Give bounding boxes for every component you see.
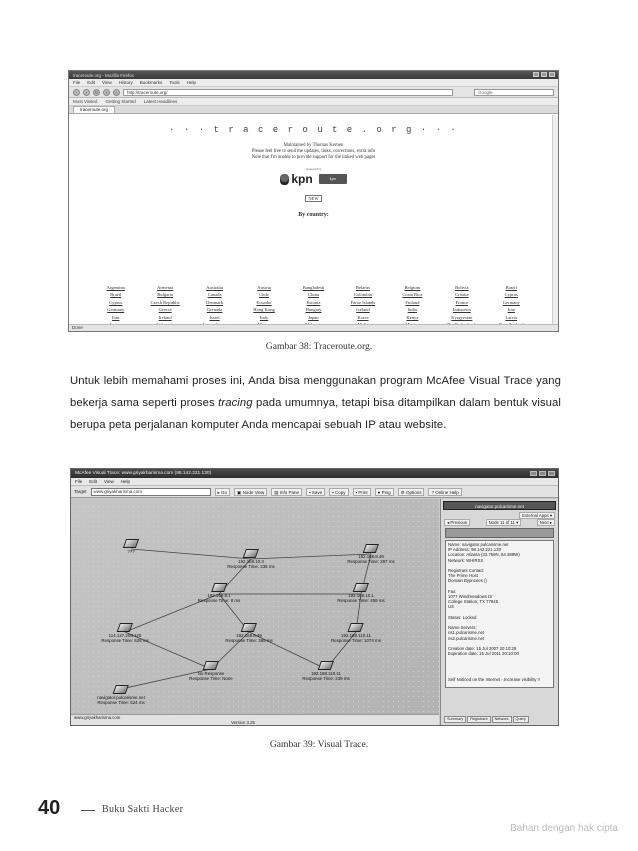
trace-node <box>225 623 272 643</box>
vt-help-button: ? Online Help <box>428 488 461 496</box>
figure-39-caption: Gambar 39: Visual Trace. <box>269 739 369 750</box>
vt-info-panel <box>440 499 558 725</box>
book-title: Buku Sakti Hacker <box>102 804 184 815</box>
computer-icon <box>363 544 379 553</box>
trace-node <box>302 661 349 681</box>
computer-icon <box>243 549 259 558</box>
vt-target-label: Target <box>74 489 87 494</box>
menu-view: View <box>102 80 112 85</box>
node-label: ??? <box>127 549 135 554</box>
node-label: 192.168.110.11 <box>341 633 371 638</box>
previous-node-button: ◂ Previous <box>444 519 470 526</box>
tab-network: Network <box>492 716 512 723</box>
vt-status-bar <box>71 714 439 725</box>
node-label: 192.168.10.1 <box>348 593 374 598</box>
country-link: Canada <box>207 292 222 298</box>
country-link: Croatia <box>455 292 469 298</box>
traceroute-logo: · · · t r a c e r o u t e . o r g · · · <box>169 125 458 135</box>
vt-title-bar <box>71 469 558 478</box>
node-selector-value: Node 11 of 11 <box>488 520 515 525</box>
node-label: 192.168.10.3 <box>238 559 264 564</box>
country-link: Hong Kong <box>253 307 275 313</box>
node-label: 192.168.8.49 <box>236 633 262 638</box>
maximize-icon <box>541 72 547 77</box>
forward-icon: › <box>83 89 90 96</box>
vt-maximize-icon <box>539 471 546 476</box>
trace-node <box>337 583 384 603</box>
body-paragraph <box>70 370 561 436</box>
info-line: ns1.pulcarisme.net <box>448 630 485 636</box>
country-link: Ireland <box>158 314 172 320</box>
node-label: navigator.pulcarisme.net <box>97 695 145 700</box>
country-link: Greece <box>158 307 172 313</box>
computer-icon <box>211 583 227 592</box>
vt-save-button: ▪ Save <box>306 488 325 496</box>
browser-window-title: traceroute.org - Mozilla Firefox <box>73 72 135 78</box>
trace-node-start <box>125 539 138 554</box>
vt-print-label: Print <box>358 489 368 495</box>
country-link: Costa Rica <box>402 292 423 298</box>
stop-icon: × <box>103 89 110 96</box>
vt-menu-help: Help <box>120 479 130 484</box>
previous-label: Previous <box>450 520 468 525</box>
tab-summary: Summary <box>444 716 466 723</box>
vt-info-pane-label: Info Pane <box>279 489 300 495</box>
node-label: 192.168.110.11 <box>311 671 341 676</box>
menu-help: Help <box>186 80 197 85</box>
traceroute-screenshot <box>68 70 559 332</box>
info-line: Name Servers: <box>448 625 477 631</box>
country-link: Kyrgyzstan <box>451 314 473 320</box>
vt-panel-image <box>445 528 554 538</box>
vt-node-view-button: ▣ Node View <box>234 488 267 496</box>
next-label: Next <box>539 520 549 525</box>
paragraph-italic: tracing <box>218 397 253 409</box>
country-link: Australia <box>206 285 224 290</box>
country-link: Germany <box>502 299 520 305</box>
figure-38-caption: Gambar 38: Traceroute.org. <box>265 341 373 352</box>
vt-window-controls <box>530 471 555 476</box>
vt-options-button: ⚙ Options <box>398 488 425 496</box>
vt-window-title: McAfee Visual Trace: www.griyakharisma.com (98.142.221.130) <box>75 471 212 476</box>
vt-node-map <box>71 499 439 716</box>
close-icon <box>549 72 555 77</box>
maintained-by: Maintained by Thomas Kernen <box>283 143 344 148</box>
kpn-logo <box>280 172 312 186</box>
vt-menu-file: File <box>75 479 83 484</box>
country-link: Austria <box>257 285 271 290</box>
tab-strip <box>69 106 558 114</box>
vt-panel-apps-row <box>441 512 558 519</box>
node-time: Response Time: 239 ms <box>302 676 350 681</box>
address-bar: http://traceroute.org/ <box>123 89 453 96</box>
home-icon: ⌂ <box>113 89 120 96</box>
computer-icon <box>353 583 369 592</box>
window-controls <box>533 72 555 77</box>
vt-toolbar <box>71 486 558 498</box>
menu-file: File <box>73 80 81 85</box>
vt-panel-tabs <box>444 716 529 723</box>
trace-node <box>198 583 240 603</box>
menu-bookmarks: Bookmarks <box>139 80 163 85</box>
info-line: US <box>448 604 454 610</box>
tab-query: Query <box>513 716 529 723</box>
country-link: Cyprus <box>504 292 518 298</box>
tab-registrant: Registrant <box>467 716 490 723</box>
sponsor-area <box>69 172 558 186</box>
info-line: Expiration date: 15 Jul 2011 20:10:00 <box>448 651 519 657</box>
paragraph-part-2: pada umumnya, tetapi bisa ditampilkan dalam bentuk visual berupa peta perjalanan komputer Anda mencapai sebuah IP atau website. <box>70 397 561 431</box>
kpn-crown-icon <box>280 174 289 185</box>
next-node-button: Next ▸ <box>537 519 555 526</box>
info-line: Self Noticed on the Internet - Increase visibility !! <box>448 677 540 683</box>
vt-target-input: www.griyakharisma.com <box>91 488 211 496</box>
country-link: China <box>308 292 319 298</box>
vt-ping-button: ● Ping <box>375 488 394 496</box>
node-time: Response Time: 1074 ms <box>331 638 381 643</box>
external-apps-label: External Apps <box>522 513 549 518</box>
info-line: College Station, TX 77845 <box>448 599 499 605</box>
country-link: Israel <box>209 314 220 320</box>
menu-edit: Edit <box>87 80 96 85</box>
country-link: Chile <box>259 292 270 298</box>
vt-route-lines <box>71 499 439 716</box>
trace-node <box>331 623 381 643</box>
country-link: Korea <box>357 314 369 320</box>
vt-panel-info <box>445 540 554 688</box>
vt-status-url: www.griyakharisma.com <box>74 715 121 720</box>
kpn-logo-text: kpn <box>291 172 313 186</box>
node-label: 114.127.208.120 <box>108 633 142 638</box>
menu-history: History <box>118 80 133 85</box>
country-link: Ecuador <box>256 299 272 305</box>
node-time: Response Time: 8 ms <box>197 598 241 603</box>
minimize-icon <box>533 72 539 77</box>
country-link: Belarus <box>355 285 370 290</box>
menu-tools: Tools <box>169 80 180 85</box>
note-line-2: Note that I'm unable to provide support for the linked web pages <box>251 155 376 160</box>
maintainer-info <box>69 143 558 161</box>
node-time: Response Time: 297 ms <box>347 559 395 564</box>
vt-go-label: Go <box>221 489 228 495</box>
info-line: Creation date: 15 Jul 2007 20:10:29 <box>448 645 517 651</box>
tab-traceroute: traceroute.org <box>73 106 115 113</box>
back-icon: ‹ <box>73 89 80 96</box>
country-link: Iceland <box>356 307 370 313</box>
paragraph-part-1: Untuk lebih memahami proses ini, Anda bisa menggunakan program McAfee Visual Trace yang bekerja sama seperti proses <box>70 375 561 409</box>
country-link: Belgium <box>404 285 421 290</box>
search-box: Google <box>474 89 554 96</box>
computer-icon <box>241 623 257 632</box>
browser-status-bar: Done <box>69 324 558 331</box>
country-link: Bulgaria <box>157 292 174 298</box>
vt-menu-edit: Edit <box>89 479 98 484</box>
reload-icon: ↻ <box>94 89 99 95</box>
sponsored-by: sponsored by <box>305 167 322 171</box>
bookmark-latest-headlines: Latest Headlines <box>143 99 178 104</box>
vt-copy-button: ▪ Copy <box>329 488 348 496</box>
country-link: Grenada <box>206 307 223 313</box>
footer-dash <box>81 810 95 811</box>
country-link: Czech Republic <box>150 299 180 305</box>
browser-scrollbar <box>552 115 558 324</box>
trace-node <box>101 623 148 643</box>
node-label: 192.168.8.1 <box>207 593 231 598</box>
bookmarks-toolbar <box>69 98 558 106</box>
vt-node-view-label: Node View <box>242 489 265 495</box>
vt-options-label: Options <box>405 489 422 495</box>
vt-close-icon <box>548 471 555 476</box>
vt-info-pane-button: ▤ Info Pane <box>271 488 302 496</box>
country-link: Estonia <box>306 299 321 305</box>
country-link: Iran <box>507 307 515 313</box>
node-time: Response Time: 365 ms <box>225 638 273 643</box>
info-line: Location: Atlanta (33.759N, 84.389W) <box>448 552 520 558</box>
computer-icon <box>348 623 364 632</box>
country-link: Denmark <box>206 299 224 305</box>
country-link: Finland <box>405 299 420 305</box>
vt-go-button: ▸ Go <box>215 488 231 496</box>
external-apps-button: External Apps ▾ <box>519 512 555 519</box>
browser-title-bar <box>69 71 558 79</box>
visual-trace-screenshot <box>70 468 559 726</box>
computer-icon <box>113 685 129 694</box>
node-label: No Response <box>197 671 225 676</box>
computer-icon <box>117 623 133 632</box>
country-link: India <box>407 307 418 313</box>
kpn-badge: kpn <box>319 174 347 184</box>
vt-ping-label: Ping <box>381 489 391 495</box>
node-time: Response Time: 236 ms <box>227 564 275 569</box>
vt-print-button: ▪ Print <box>353 488 371 496</box>
info-line: IP Address: 98.142.221.130 <box>448 547 501 553</box>
country-link: Argentina <box>106 285 125 290</box>
info-line: Domain Byproxies () <box>448 578 487 584</box>
country-link: Germany <box>107 307 125 313</box>
node-selector: Node 11 of 11 ▾ <box>486 519 522 526</box>
node-label: 192.168.8.49 <box>358 554 384 559</box>
node-time: Response Time: 459 ms <box>337 598 385 603</box>
computer-icon <box>123 539 139 548</box>
country-link: Japan <box>308 314 319 320</box>
country-link: Cyprus <box>109 299 123 305</box>
node-time: Response Time: None <box>189 676 233 681</box>
computer-icon <box>203 661 219 670</box>
country-link: Iran <box>112 314 120 320</box>
trace-node <box>189 661 232 681</box>
country-link: Latvia <box>505 314 518 320</box>
node-time: Response Time: 626 ms <box>101 638 149 643</box>
info-line: Registrant Contact <box>448 568 484 573</box>
country-link: Faroe Islands <box>350 299 376 305</box>
vt-version: Version 3.25 <box>231 720 255 725</box>
by-country-heading: By country: <box>298 212 329 218</box>
country-link: Armenia <box>157 285 174 290</box>
info-line: ns2.pulcarisme.net <box>448 635 485 641</box>
page-number: 40 <box>38 797 61 819</box>
country-link: Brazil <box>505 285 517 290</box>
info-line: The Prime Host <box>448 573 478 579</box>
country-link: Kenya <box>406 314 419 320</box>
copyright-notice: Bahan dengan hak cipta <box>510 823 618 834</box>
note-line-1: Please feel free to send me updates, links, corrections, extra info <box>251 149 376 154</box>
vt-panel-nav-row <box>441 519 558 526</box>
page-content <box>69 115 558 324</box>
bookmark-getting-started: Getting Started <box>105 99 136 104</box>
info-line: 1077 Windmeadows Dr <box>448 594 493 599</box>
trace-node <box>227 549 274 569</box>
vt-help-label: Online Help <box>435 489 459 495</box>
vt-menu-bar <box>71 478 558 486</box>
browser-menu-bar <box>69 79 558 87</box>
computer-icon <box>318 661 334 670</box>
vt-save-label: Save <box>311 489 323 495</box>
country-link: Brazil <box>110 292 122 298</box>
country-link: Bangladesh <box>302 285 325 290</box>
node-time: Response Time: 524 ms <box>97 700 145 705</box>
bookmark-most-visited: Most Visited <box>73 99 98 104</box>
vt-panel-host: navigator.pulcarisme.net <box>443 501 556 510</box>
vt-menu-view: View <box>104 479 114 484</box>
country-link: Indonesia <box>452 307 471 313</box>
trace-node-destination <box>97 685 145 705</box>
country-link: Colombia <box>353 292 372 298</box>
info-line: Name: navigator.pulcarisme.net <box>448 542 509 547</box>
country-link: Hungary <box>305 307 322 313</box>
country-link: Bolivia <box>455 285 469 290</box>
vt-copy-label: Copy <box>335 489 346 495</box>
country-link: Italy <box>259 314 269 320</box>
news-link: NEW <box>305 195 321 202</box>
vt-minimize-icon <box>530 471 537 476</box>
trace-node <box>347 544 394 564</box>
info-line: Network: WHIRSX <box>448 557 484 563</box>
info-line: Status: Locked <box>448 614 477 620</box>
info-line: Fax: <box>448 588 457 594</box>
country-link: France <box>455 299 469 305</box>
browser-nav-bar <box>69 87 558 98</box>
